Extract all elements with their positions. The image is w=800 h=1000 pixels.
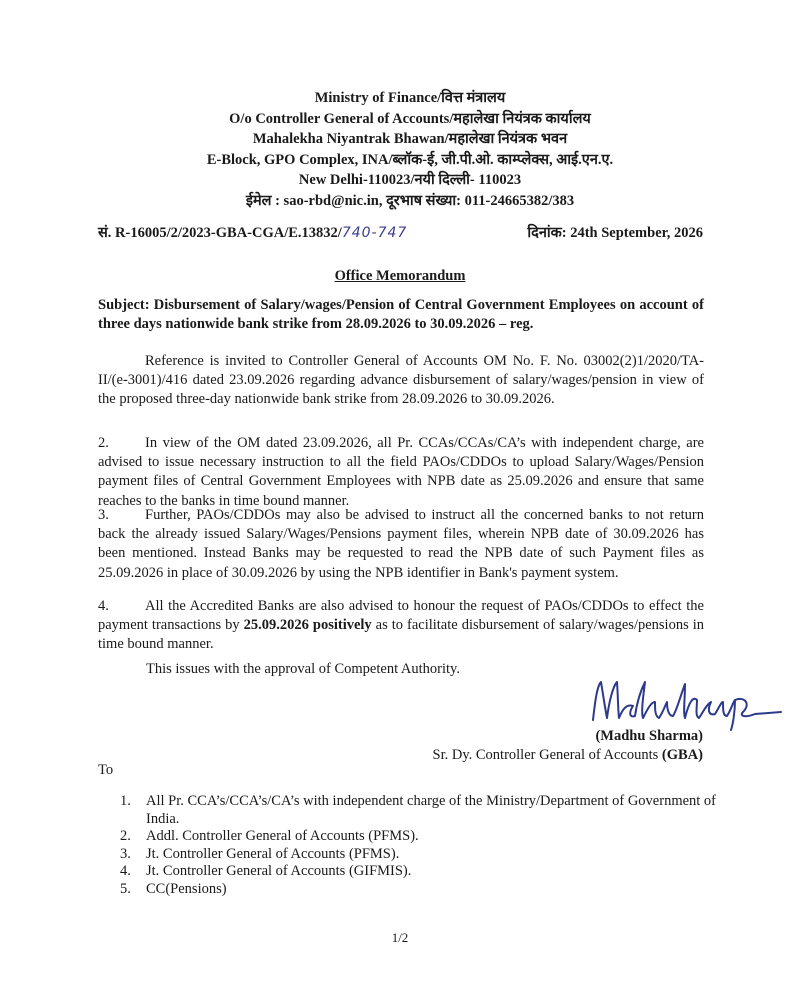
paragraph-number: 4.: [98, 598, 109, 614]
paragraph-number: 2.: [98, 435, 109, 451]
to-label: To: [98, 762, 114, 778]
paragraph-1: Reference is invited to Controller General of Accounts OM No. F. No. 03002(2)1/2020/TA-II/(e-3001)/416 dated 23.09.2026 regarding advance disbursement of salary/wages/pension in view of the proposed three-day nationwide bank strike from 28.09.2026 to 30.09.2026.: [98, 353, 704, 408]
list-item: 2. Addl. Controller General of Accounts (PFMS).: [120, 828, 419, 844]
letterhead-building: Mahalekha Niyantrak Bhawan/महालेखा नियंत्रक भवन: [252, 131, 568, 147]
handwritten-reference: 740-747: [341, 225, 408, 241]
memo-date: दिनांक: 24th September, 2026: [527, 225, 703, 241]
paragraph-text: In view of the OM dated 23.09.2026, all Pr. CCAs/CCAs/CA’s with independent charge, are advised to issue necessary instruction to all the field PAOs/CDDOs to upload Salary/Wages/Pension payment files of Central Government Employees with NPB date as 25.09.2026 and ensure that same reaches to the banks in time bound manner.: [98, 435, 704, 509]
list-item: 5. CC(Pensions): [120, 880, 227, 897]
emphasized-date: 25.09.2026 positively: [243, 617, 372, 634]
signatory-block: [433, 727, 704, 765]
letterhead-ministry: Ministry of Finance/वित्त मंत्रालय: [314, 90, 506, 106]
signatory-designation: Sr. Dy. Controller General of Accounts (GBA): [432, 747, 703, 763]
list-item: 3. Jt. Controller General of Accounts (PFMS).: [120, 845, 400, 862]
paragraph-number: 3.: [98, 507, 109, 523]
paragraph-4: [98, 597, 704, 655]
letterhead: [150, 88, 670, 211]
letterhead-address: E-Block, GPO Complex, INA/ब्लॉक-ई, जी.पी.ओ. काम्प्लेक्स, आई.एन.ए.: [206, 151, 614, 168]
paragraph-text: Further, PAOs/CDDOs may also be advised to instruct all the concerned banks to not return back the already issued Salary/Wages/Pensions payment files, wherein NPB date of 30.09.2026 has been mentioned. Instead Banks may be requested to read the NPB date of such Payment files as 25.09.2026 in place of 30.09.2026 by using the NPB identifier in Bank's payment system.: [98, 507, 704, 581]
list-item: 4. Jt. Controller General of Accounts (GIFMIS).: [120, 863, 412, 879]
subject-line: Subject: Disbursement of Salary/wages/Pension of Central Government Employees on account of three days nationwide bank strike from 28.09.2026 to 30.09.2026 – reg.: [98, 297, 704, 332]
letterhead-office: O/o Controller General of Accounts/महालेखा नियंत्रक कार्यालय: [229, 110, 591, 127]
signatory-name: (Madhu Sharma): [595, 728, 703, 744]
reference-line: [98, 222, 703, 242]
paragraph-2: [98, 434, 704, 511]
document-title: Office Memorandum: [334, 268, 466, 284]
letterhead-city: New Delhi-110023/नयी दिल्ली- 110023: [298, 172, 522, 188]
reference-number: सं. R-16005/2/2023-GBA-CGA/E.13832/740-747: [98, 225, 408, 241]
letterhead-contact: ईमेल : sao-rbd@nic.in, दूरभाष संख्या: 011-24665382/383: [245, 192, 575, 209]
paragraph-3: [98, 506, 704, 583]
handwritten-signature: [585, 672, 785, 732]
paragraph-text: All the Accredited Banks are also advised to honour the request of PAOs/CDDOs to effect the payment transactions by: [98, 598, 704, 634]
list-item: 1. All Pr. CCA’s/CCA’s/CA’s with independent charge of the Ministry/Department of Government of India.: [120, 793, 717, 827]
approval-note: This issues with the approval of Competent Authority.: [146, 661, 460, 677]
page-number: 1/2: [391, 930, 409, 945]
paragraph-text-end: as to facilitate disbursement of salary/wages/pensions in time bound manner.: [98, 617, 704, 653]
addressee-list: [120, 793, 720, 898]
